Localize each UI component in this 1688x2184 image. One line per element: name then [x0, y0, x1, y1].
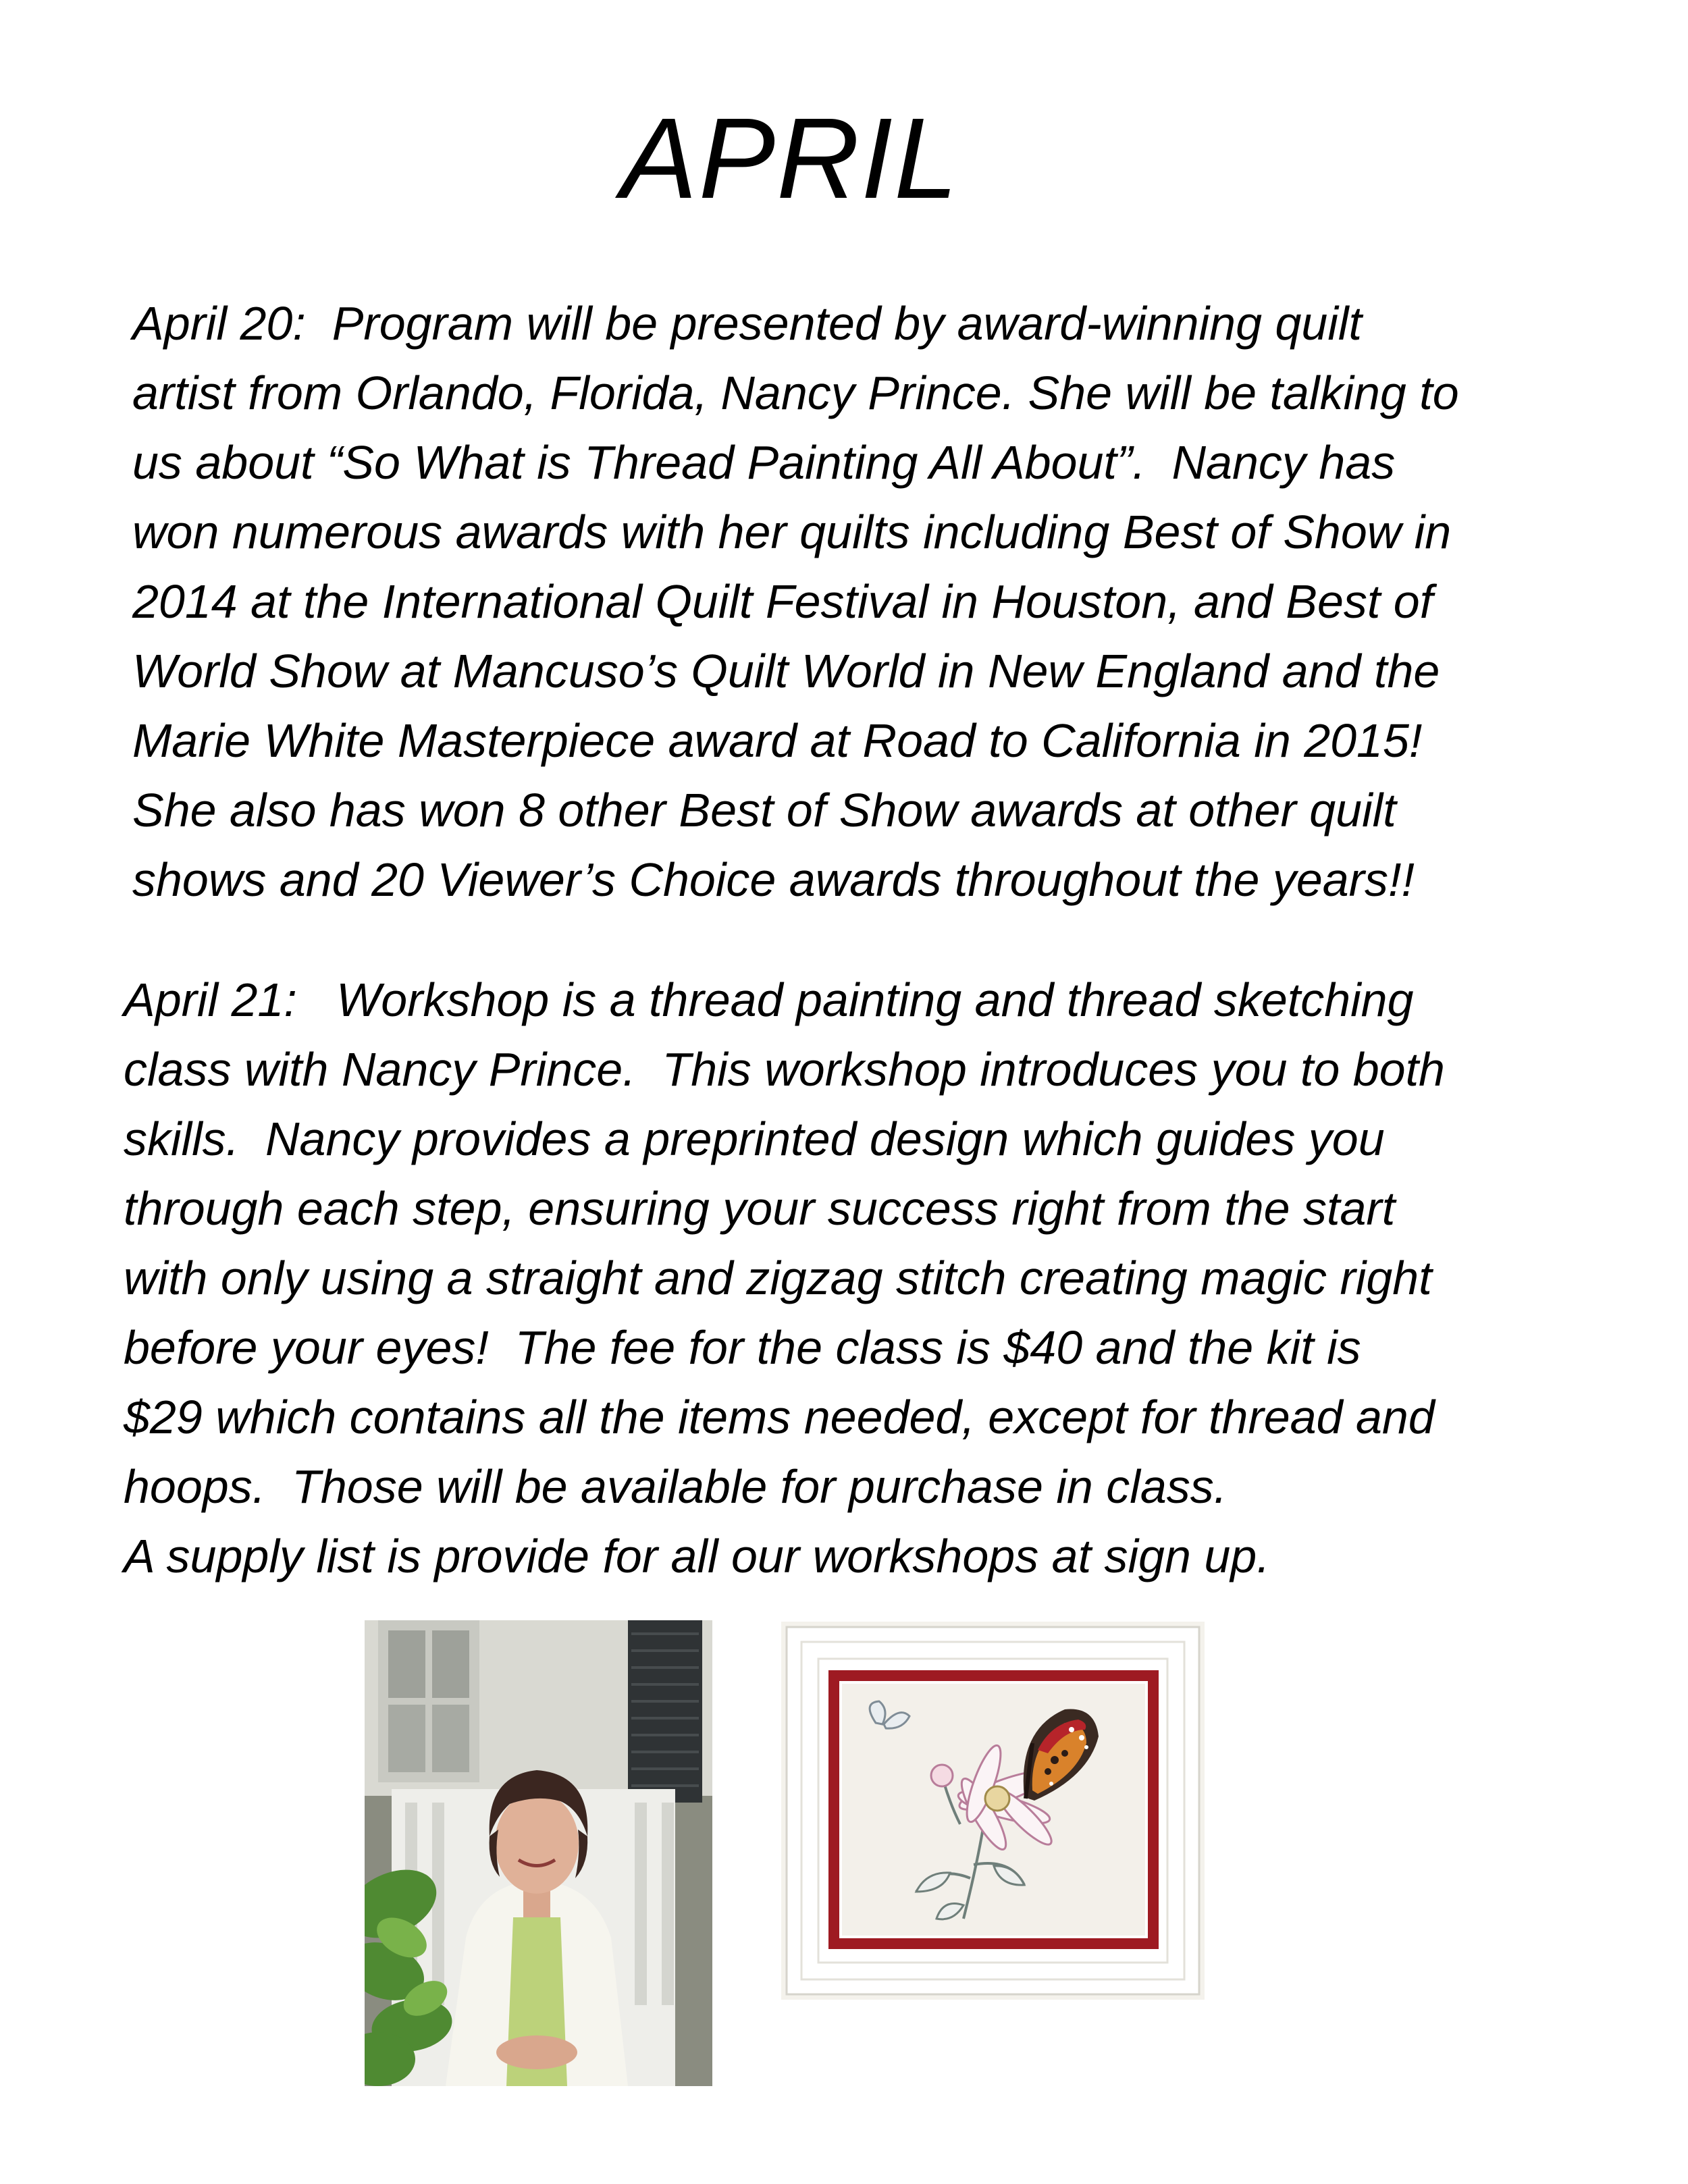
paragraph-line: us about “So What is Thread Painting All About”. Nancy has — [132, 436, 1396, 489]
paragraph-line: before your eyes! The fee for the class is $40 and the kit is — [124, 1321, 1361, 1374]
paragraph-line: won numerous awards with her quilts including Best of Show in — [132, 506, 1452, 558]
april-20-program-paragraph — [132, 289, 1459, 915]
paragraph-line: $29 which contains all the items needed, except for thread and — [124, 1391, 1435, 1443]
paragraph-line: 2014 at the International Quilt Festival in Houston, and Best of — [132, 575, 1433, 628]
paragraph-line: hoops. Those will be available for purchase in class. — [124, 1460, 1228, 1513]
page-title: APRIL — [621, 95, 959, 223]
paragraph-line: April 20: Program will be presented by award-winning quilt — [132, 297, 1362, 350]
butterfly-quilt-photo — [781, 1622, 1205, 2000]
paragraph-line: skills. Nancy provides a preprinted design which guides you — [124, 1113, 1385, 1165]
paragraph-line: class with Nancy Prince. This workshop introduces you to both — [124, 1043, 1445, 1096]
paragraph-line: through each step, ensuring your success right from the start — [124, 1182, 1396, 1235]
paragraph-line: She also has won 8 other Best of Show awards at other quilt — [132, 784, 1396, 836]
paragraph-line: A supply list is provide for all our workshops at sign up. — [124, 1530, 1270, 1582]
april-21-workshop-paragraph — [124, 965, 1445, 1591]
paragraph-line: shows and 20 Viewer’s Choice awards throughout the years!! — [132, 853, 1415, 906]
paragraph-line: World Show at Mancuso’s Quilt World in New England and the — [132, 645, 1440, 697]
paragraph-line: April 21: Workshop is a thread painting and thread sketching — [124, 974, 1414, 1026]
nancy-prince-photo — [365, 1620, 712, 2086]
paragraph-line: Marie White Masterpiece award at Road to California in 2015! — [132, 714, 1423, 767]
paragraph-line: with only using a straight and zigzag stitch creating magic right — [124, 1252, 1432, 1304]
paragraph-line: artist from Orlando, Florida, Nancy Prince. She will be talking to — [132, 367, 1459, 419]
